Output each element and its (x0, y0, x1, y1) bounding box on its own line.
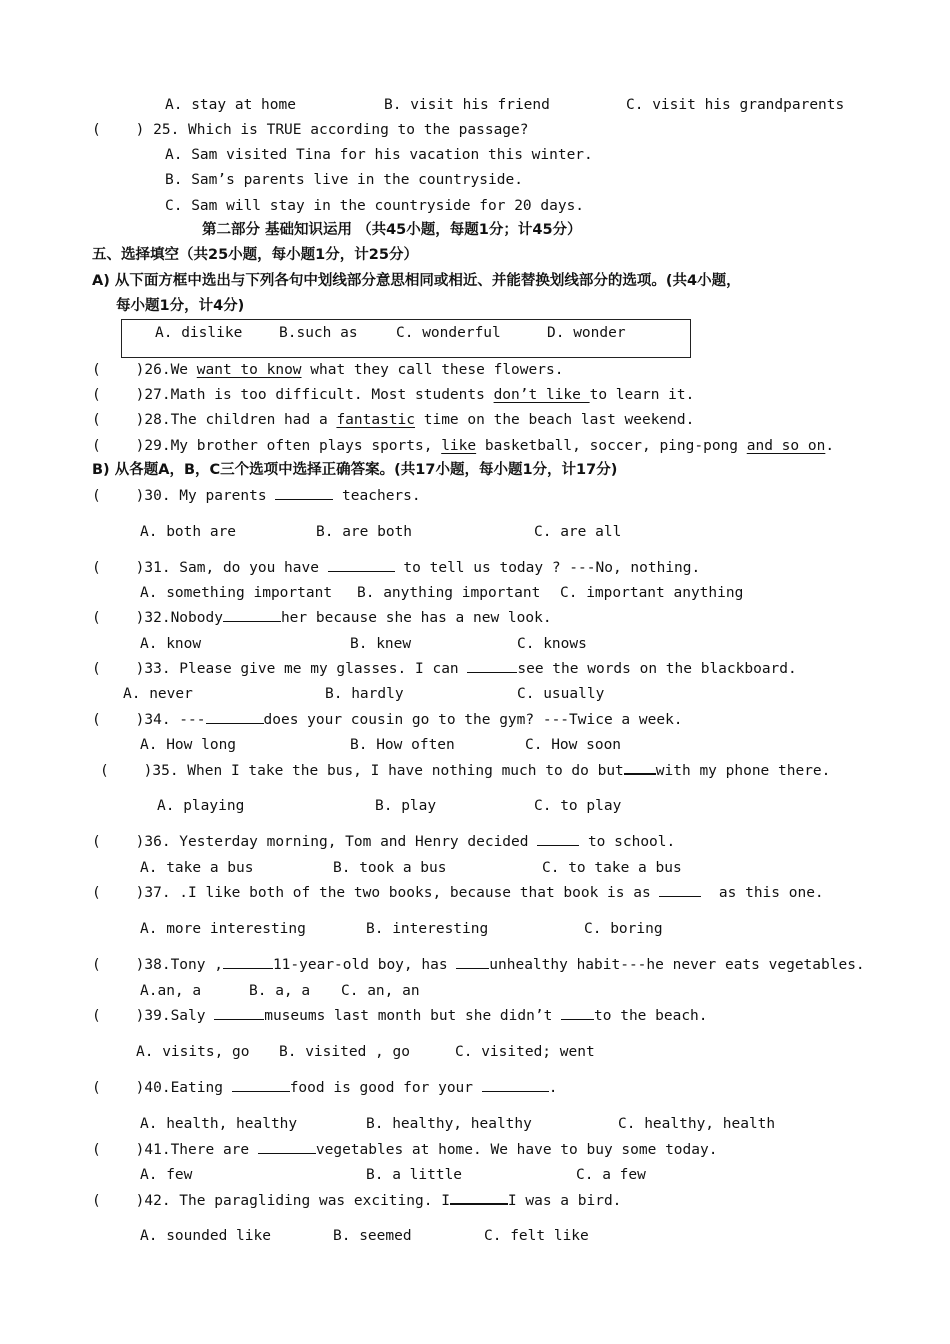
question-text: ( )26.We (92, 362, 197, 378)
answer-blank (214, 1007, 264, 1020)
question-text: to tell us today ? ---No, nothing. (394, 560, 701, 576)
q32-option-b: B. knew (350, 636, 412, 652)
q42-option-b: B. seemed (333, 1228, 412, 1244)
q35-option-b: B. play (375, 798, 437, 814)
question-text: her because she has a new look. (280, 610, 552, 626)
q38-option-a: A.an, a (140, 983, 202, 999)
q41-stem (92, 1141, 717, 1159)
q34-stem (92, 711, 683, 729)
q27 (92, 386, 694, 404)
q41-option-c: C. a few (576, 1167, 646, 1183)
q40-stem (92, 1079, 557, 1097)
q32-stem (92, 609, 552, 627)
answer-blank (467, 660, 517, 673)
q41-option-a: A. few (140, 1167, 193, 1183)
q38-stem (92, 956, 865, 974)
answer-blank (328, 559, 395, 572)
question-text: teachers. (333, 488, 421, 504)
answer-blank (275, 487, 333, 500)
answer-blank (232, 1079, 290, 1092)
answer-blank (258, 1141, 316, 1154)
q29-underlined-2: and so on (746, 438, 826, 454)
question-text: ( )33. Please give me my glasses. I can (92, 661, 468, 677)
q37-option-a: A. more interesting (140, 921, 306, 937)
q34-option-a: A. How long (140, 737, 237, 753)
question-text: ( )38.Tony , (92, 957, 223, 973)
question-text: ( )41.There are (92, 1142, 258, 1158)
box-option-b: B.such as (279, 325, 358, 341)
q40-option-a: A. health, healthy (140, 1116, 298, 1132)
question-text: unhealthy habit---he never eats vegetables. (489, 957, 865, 973)
q39-option-a: A. visits, go (136, 1044, 250, 1060)
answer-blank (223, 609, 281, 622)
q26-underlined: want to know (196, 362, 302, 378)
question-text: ( )35. When I take the bus, I have nothing much to do but (100, 763, 624, 779)
q39-option-b: B. visited , go (279, 1044, 410, 1060)
answer-blank (456, 956, 489, 969)
question-text: with my phone there. (655, 763, 831, 779)
q30-stem (92, 487, 421, 505)
question-text: ( )40.Eating (92, 1080, 232, 1096)
section5-title: 五、选择填空（共25小题，每小题1分，计25分） (92, 247, 418, 263)
answer-blank (482, 1079, 549, 1092)
question-text: to the beach. (594, 1008, 708, 1024)
q33-option-a: A. never (123, 686, 193, 702)
question-text: as this one. (701, 885, 824, 901)
question-text: ( )36. Yesterday morning, Tom and Henry decided (92, 834, 538, 850)
answer-blank (561, 1007, 594, 1020)
answer-blank (659, 884, 701, 897)
q25-option-c: C. Sam will stay in the countryside for 20 days. (165, 198, 585, 214)
box-option-d: D. wonder (547, 325, 626, 341)
q37-stem (92, 884, 824, 902)
answer-blank (206, 711, 264, 724)
q31-option-b: B. anything important (357, 585, 541, 601)
question-text: does your cousin go to the gym? ---Twice a week. (263, 712, 683, 728)
question-text: ( )42. The paragliding was exciting. I (92, 1193, 450, 1209)
question-text: ( )29.My brother often plays sports, (92, 438, 442, 454)
sectionB-instructions: B) 从各题A，B，C三个选项中选择正确答案。(共17小题，每小题1分，计17分) (92, 462, 618, 478)
question-text: ( )28.The children had a (92, 412, 337, 428)
part2-title: 第二部分 基础知识运用 （共45小题，每题1分；计45分） (202, 222, 582, 238)
q33-stem (92, 660, 797, 678)
question-text: ( )39.Saly (92, 1008, 215, 1024)
q35-option-a: A. playing (157, 798, 245, 814)
q40-option-b: B. healthy, healthy (366, 1116, 532, 1132)
q26 (92, 361, 563, 379)
q36-option-b: B. took a bus (333, 860, 447, 876)
q29-underlined-1: like (441, 438, 477, 454)
q30-option-b: B. are both (316, 524, 413, 540)
q24-option-b: B. visit his friend (384, 97, 550, 113)
question-text: . (825, 438, 835, 454)
q37-option-c: C. boring (584, 921, 663, 937)
q34-option-b: B. How often (350, 737, 455, 753)
question-text: I was a bird. (507, 1193, 622, 1209)
q36-stem (92, 833, 675, 851)
box-option-c: C. wonderful (396, 325, 501, 341)
question-text: food is good for your (289, 1080, 482, 1096)
q27-underlined: don’t like (493, 387, 590, 403)
question-text: to school. (579, 834, 676, 850)
q31-stem (92, 559, 700, 577)
question-text: time on the beach last weekend. (415, 412, 695, 428)
question-text: basketball, soccer, ping-pong (476, 438, 747, 454)
q39-option-c: C. visited; went (455, 1044, 595, 1060)
q41-option-b: B. a little (366, 1167, 463, 1183)
answer-blank (537, 833, 579, 846)
q30-option-c: C. are all (534, 524, 622, 540)
q42-option-c: C. felt like (484, 1228, 589, 1244)
question-text: vegetables at home. We have to buy some today. (315, 1142, 718, 1158)
q34-option-c: C. How soon (525, 737, 622, 753)
q36-option-c: C. to take a bus (542, 860, 682, 876)
question-text: ( )30. My parents (92, 488, 276, 504)
question-text: ( )32.Nobody (92, 610, 223, 626)
q37-option-b: B. interesting (366, 921, 489, 937)
q25-option-b: B. Sam’s parents live in the countryside. (165, 172, 523, 188)
answer-blank (450, 1191, 508, 1205)
q31-option-a: A. something important (140, 585, 333, 601)
q38-option-b: B. a, a (249, 983, 311, 999)
question-text: 11-year-old boy, has (272, 957, 457, 973)
sectionA-instructions-2: 每小题1分，计4分) (116, 298, 245, 314)
q40-option-c: C. healthy, health (618, 1116, 776, 1132)
q36-option-a: A. take a bus (140, 860, 254, 876)
q39-stem (92, 1007, 708, 1025)
q35-stem (100, 761, 830, 780)
question-text: . (548, 1080, 558, 1096)
q35-option-c: C. to play (534, 798, 622, 814)
q42-option-a: A. sounded like (140, 1228, 271, 1244)
q31-option-c: C. important anything (560, 585, 744, 601)
q29 (92, 437, 834, 455)
question-text: ( )34. --- (92, 712, 206, 728)
sectionA-instructions-1: A) 从下面方框中选出与下列各句中划线部分意思相同或相近、并能替换划线部分的选项。(共4小题， (92, 273, 741, 289)
q24-option-a: A. stay at home (165, 97, 296, 113)
q25-stem: ( ) 25. Which is TRUE according to the passage? (92, 122, 529, 138)
q32-option-c: C. knows (517, 636, 587, 652)
question-text: ( )31. Sam, do you have (92, 560, 328, 576)
q30-option-a: A. both are (140, 524, 237, 540)
answer-blank (223, 956, 273, 969)
question-text: museums last month but she didn’t (264, 1008, 562, 1024)
question-text: to learn it. (589, 387, 695, 403)
q32-option-a: A. know (140, 636, 202, 652)
q24-option-c: C. visit his grandparents (626, 97, 845, 113)
question-text: see the words on the blackboard. (517, 661, 797, 677)
q25-option-a: A. Sam visited Tina for his vacation this winter. (165, 147, 593, 163)
q28 (92, 411, 694, 429)
box-option-a: A. dislike (155, 325, 243, 341)
question-text: ( )37. .I like both of the two books, because that book is as (92, 885, 660, 901)
q38-option-c: C. an, an (341, 983, 420, 999)
question-text: what they call these flowers. (301, 362, 564, 378)
question-text: ( )27.Math is too difficult. Most students (92, 387, 494, 403)
answer-blank (624, 761, 656, 775)
q42-stem (92, 1191, 621, 1210)
q33-option-b: B. hardly (325, 686, 404, 702)
q28-underlined: fantastic (336, 412, 416, 428)
q33-option-c: C. usually (517, 686, 605, 702)
